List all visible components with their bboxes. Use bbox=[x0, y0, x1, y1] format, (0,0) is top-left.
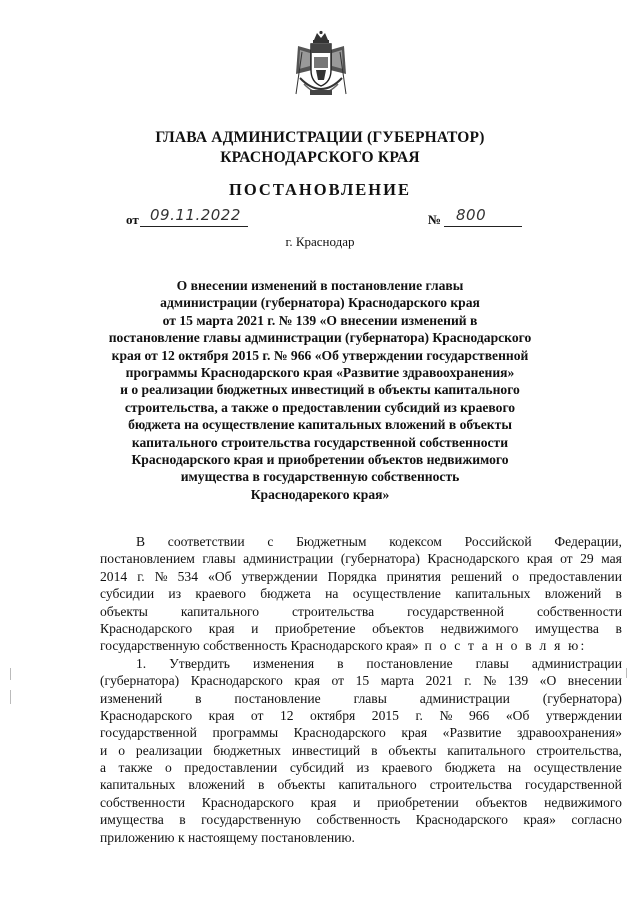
title-line: бюджета на осуществление капитальных вложений в объекты bbox=[128, 417, 512, 433]
body-word: строительства, bbox=[536, 742, 622, 758]
body-word: (губернатора) bbox=[100, 673, 180, 689]
body-word: с bbox=[267, 534, 274, 549]
title-line: строительства, а также о предоставлении субсидий из краевого bbox=[124, 399, 516, 415]
body-word: государственную собственность Краснодарского края» bbox=[100, 638, 419, 654]
body-line bbox=[100, 533, 622, 550]
margin-mark bbox=[10, 668, 11, 680]
body-line bbox=[100, 776, 622, 793]
resolve-word: п о с т а н о в л я ю: bbox=[424, 638, 587, 654]
body-word: Краснодарского bbox=[201, 794, 294, 810]
body-word: объекты bbox=[277, 777, 326, 793]
body-word: от bbox=[250, 707, 264, 723]
body-word: Бюджетным bbox=[296, 534, 367, 549]
body-word: Российской bbox=[464, 534, 532, 549]
body-word: главы bbox=[475, 655, 509, 671]
body-word: капитального bbox=[180, 603, 260, 619]
body-word: инвестиций bbox=[291, 742, 361, 758]
body-word: недвижимого bbox=[440, 620, 519, 636]
body-word: приобретении bbox=[377, 794, 459, 810]
title-line: от 15 марта 2021 г. № 139 «О внесении изменений в bbox=[162, 312, 478, 328]
body-word: Краснодарского bbox=[100, 620, 193, 636]
body-line bbox=[100, 724, 622, 741]
body-word: капитальных bbox=[455, 586, 531, 602]
authority-title-line2: КРАСНОДАРСКОГО КРАЯ bbox=[220, 149, 420, 166]
body-word: здравоохранения» bbox=[516, 725, 622, 741]
body-word: «Об bbox=[208, 568, 232, 584]
title-line: постановление главы администрации (губернатора) Краснодарского bbox=[108, 330, 532, 346]
body-line bbox=[100, 550, 622, 567]
body-word: реализации bbox=[135, 742, 203, 758]
body-word: недвижимого bbox=[544, 794, 622, 810]
body-word: в bbox=[371, 742, 378, 758]
body-word: предоставлении bbox=[184, 760, 278, 776]
body-word: согласно bbox=[571, 812, 622, 828]
body-word: мая bbox=[601, 551, 622, 567]
body-word: в bbox=[257, 777, 265, 793]
body-word: Краснодарского bbox=[293, 725, 386, 741]
body-word: предоставлении bbox=[528, 568, 622, 584]
decree-body bbox=[100, 533, 622, 846]
body-word: 139 bbox=[507, 673, 529, 689]
body-word: из bbox=[168, 586, 182, 602]
body-line bbox=[100, 707, 622, 724]
body-word: краевого bbox=[381, 760, 433, 776]
title-line: Краснодарского края и приобретении объектов недвижимого bbox=[131, 452, 509, 468]
body-word: (губернатора) bbox=[340, 551, 420, 567]
body-word: постановление bbox=[366, 655, 453, 671]
margin-mark bbox=[626, 668, 627, 678]
body-word: изменения bbox=[252, 655, 315, 671]
body-word: осуществление bbox=[533, 760, 622, 776]
body-word: в bbox=[337, 655, 344, 671]
body-word: объектов bbox=[475, 794, 528, 810]
body-word: государственную bbox=[201, 812, 301, 828]
body-word: также bbox=[118, 760, 153, 776]
body-word: «Развитие bbox=[442, 725, 502, 741]
body-word: в bbox=[179, 812, 186, 828]
body-word: вложений bbox=[544, 586, 602, 602]
body-word: и bbox=[353, 794, 361, 810]
body-word: Федерации, bbox=[554, 534, 622, 549]
date-value: 09.11.2022 bbox=[150, 206, 241, 224]
body-word: государственной bbox=[100, 725, 197, 741]
body-line bbox=[100, 568, 622, 585]
body-word: от bbox=[331, 673, 345, 689]
body-word: государственной bbox=[525, 777, 622, 793]
body-word: администрации bbox=[531, 655, 622, 671]
body-word: Краснодарского bbox=[100, 707, 193, 723]
body-word: Краснодарского bbox=[427, 551, 520, 567]
title-line: капитального строительства государственной собственности bbox=[131, 434, 509, 450]
body-line bbox=[100, 794, 622, 811]
body-word: Краснодарского bbox=[190, 673, 283, 689]
body-word: строительства bbox=[291, 603, 375, 619]
title-line: Краснодарекого края» bbox=[250, 486, 390, 502]
coat-of-arms-emblem bbox=[292, 30, 350, 102]
body-word: края bbox=[208, 707, 235, 723]
body-word: а bbox=[100, 760, 107, 776]
body-word: из bbox=[356, 760, 370, 776]
body-line bbox=[100, 811, 622, 828]
body-word: края bbox=[294, 673, 321, 689]
body-line bbox=[100, 759, 622, 776]
body-word: в bbox=[615, 620, 622, 636]
body-word: края bbox=[208, 620, 235, 636]
body-word: «О bbox=[539, 673, 557, 689]
body-word: строительства bbox=[429, 777, 512, 793]
date-number-row bbox=[0, 206, 640, 228]
decree-title bbox=[0, 277, 640, 503]
body-word: объекты bbox=[388, 742, 437, 758]
body-word: № bbox=[439, 707, 453, 723]
body-line bbox=[100, 672, 622, 689]
body-line bbox=[100, 690, 622, 707]
body-word: на bbox=[507, 760, 522, 776]
body-word: 2021 bbox=[425, 673, 453, 689]
body-word: администрации bbox=[243, 551, 334, 567]
margin-mark bbox=[10, 690, 11, 704]
body-word: осуществление bbox=[352, 586, 441, 602]
body-word: на bbox=[325, 586, 339, 602]
body-line bbox=[100, 603, 622, 620]
body-word: 12 bbox=[279, 707, 294, 723]
title-line: и о реализации бюджетных инвестиций в объекты капитального bbox=[120, 382, 520, 398]
body-word: капитальных bbox=[100, 777, 176, 793]
number-label: № bbox=[428, 212, 442, 227]
document-type: ПОСТАНОВЛЕНИЕ bbox=[229, 180, 411, 199]
body-word: утверждении bbox=[241, 568, 318, 584]
body-word: капитального bbox=[447, 742, 526, 758]
body-word: решений bbox=[450, 568, 503, 584]
body-word: 1. bbox=[136, 655, 147, 671]
body-word: кодексом bbox=[389, 534, 442, 549]
body-word: внесении bbox=[567, 673, 622, 689]
body-word: имущества bbox=[535, 620, 599, 636]
city-name: г. Краснодар bbox=[285, 234, 355, 249]
body-line bbox=[100, 829, 622, 846]
body-word: Краснодарского bbox=[415, 812, 508, 828]
title-line: О внесении изменений в постановление главы bbox=[176, 278, 464, 293]
body-word: В bbox=[136, 534, 146, 549]
body-word: постановлением bbox=[100, 551, 195, 567]
body-word: о bbox=[118, 742, 125, 758]
body-word: № bbox=[154, 568, 168, 584]
body-word: главы bbox=[353, 690, 387, 706]
body-word: г. bbox=[415, 707, 423, 723]
body-word: бюджета bbox=[444, 760, 496, 776]
body-word: бюджетных bbox=[213, 742, 281, 758]
body-word: изменений bbox=[100, 690, 163, 706]
body-word: имущества bbox=[100, 812, 164, 828]
body-word: субсидий bbox=[289, 760, 344, 776]
title-line: программы Краснодарского края «Развитие здравоохранения» bbox=[125, 365, 515, 381]
body-word: и bbox=[251, 620, 259, 636]
body-word: собственности bbox=[536, 603, 622, 619]
body-word: государственной bbox=[407, 603, 505, 619]
date-underline bbox=[140, 226, 248, 227]
body-word: 966 bbox=[468, 707, 490, 723]
body-word: от bbox=[560, 551, 573, 567]
body-word: краевого bbox=[195, 586, 246, 602]
body-word: 2014 bbox=[100, 568, 128, 584]
body-word: о bbox=[512, 568, 519, 584]
body-word: постановление bbox=[234, 690, 321, 706]
body-word: края» bbox=[523, 812, 556, 828]
body-line bbox=[100, 620, 622, 637]
title-line: администрации (губернатора) Краснодарского края bbox=[160, 295, 480, 311]
body-word: принятия bbox=[386, 568, 441, 584]
body-word: и bbox=[100, 742, 108, 758]
body-word: объектов bbox=[372, 620, 424, 636]
body-word: 15 bbox=[355, 673, 370, 689]
title-line: края от 12 октября 2015 г. № 966 «Об утверждении государственной bbox=[111, 347, 529, 363]
number-underline bbox=[444, 226, 522, 227]
body-word: утверждении bbox=[545, 707, 622, 723]
body-word: 534 bbox=[177, 568, 199, 584]
body-word: приобретение bbox=[275, 620, 356, 636]
body-word: приложению к настоящему постановлению. bbox=[100, 829, 355, 845]
title-line: имущества в государственную собственность bbox=[180, 469, 460, 485]
number-value: 800 bbox=[456, 206, 487, 224]
body-word: субсидии bbox=[100, 586, 155, 602]
body-line bbox=[100, 742, 622, 759]
body-word: администрации bbox=[419, 690, 510, 706]
body-word: г. bbox=[137, 568, 145, 584]
body-word: края bbox=[310, 794, 337, 810]
body-word: бюджета bbox=[260, 586, 311, 602]
date-label: от bbox=[126, 212, 139, 227]
body-line bbox=[100, 585, 622, 602]
body-word: 2015 bbox=[371, 707, 399, 723]
body-word: программы bbox=[212, 725, 279, 741]
body-word: капитального bbox=[338, 777, 417, 793]
body-word: октября bbox=[310, 707, 356, 723]
body-word: Утвердить bbox=[169, 655, 231, 671]
body-word: в bbox=[195, 690, 202, 706]
body-word: собственность bbox=[316, 812, 401, 828]
body-word: «Об bbox=[505, 707, 530, 723]
body-word: о bbox=[165, 760, 172, 776]
body-word: края bbox=[526, 551, 553, 567]
body-word: вложений bbox=[188, 777, 245, 793]
body-line bbox=[100, 655, 622, 672]
authority-title-line1: ГЛАВА АДМИНИСТРАЦИИ (ГУБЕРНАТОР) bbox=[155, 129, 485, 146]
body-word: марта bbox=[380, 673, 415, 689]
body-word: объекты bbox=[100, 603, 148, 619]
body-word: соответствии bbox=[167, 534, 245, 549]
body-word: главы bbox=[202, 551, 236, 567]
body-word: края bbox=[401, 725, 428, 741]
body-line bbox=[100, 637, 622, 654]
body-word: Порядка bbox=[327, 568, 377, 584]
body-word: в bbox=[615, 586, 622, 602]
body-word: собственности bbox=[100, 794, 186, 810]
body-word: г. bbox=[464, 673, 472, 689]
body-word: (губернатора) bbox=[542, 690, 622, 706]
body-word: № bbox=[483, 673, 497, 689]
body-word: 29 bbox=[580, 551, 594, 567]
